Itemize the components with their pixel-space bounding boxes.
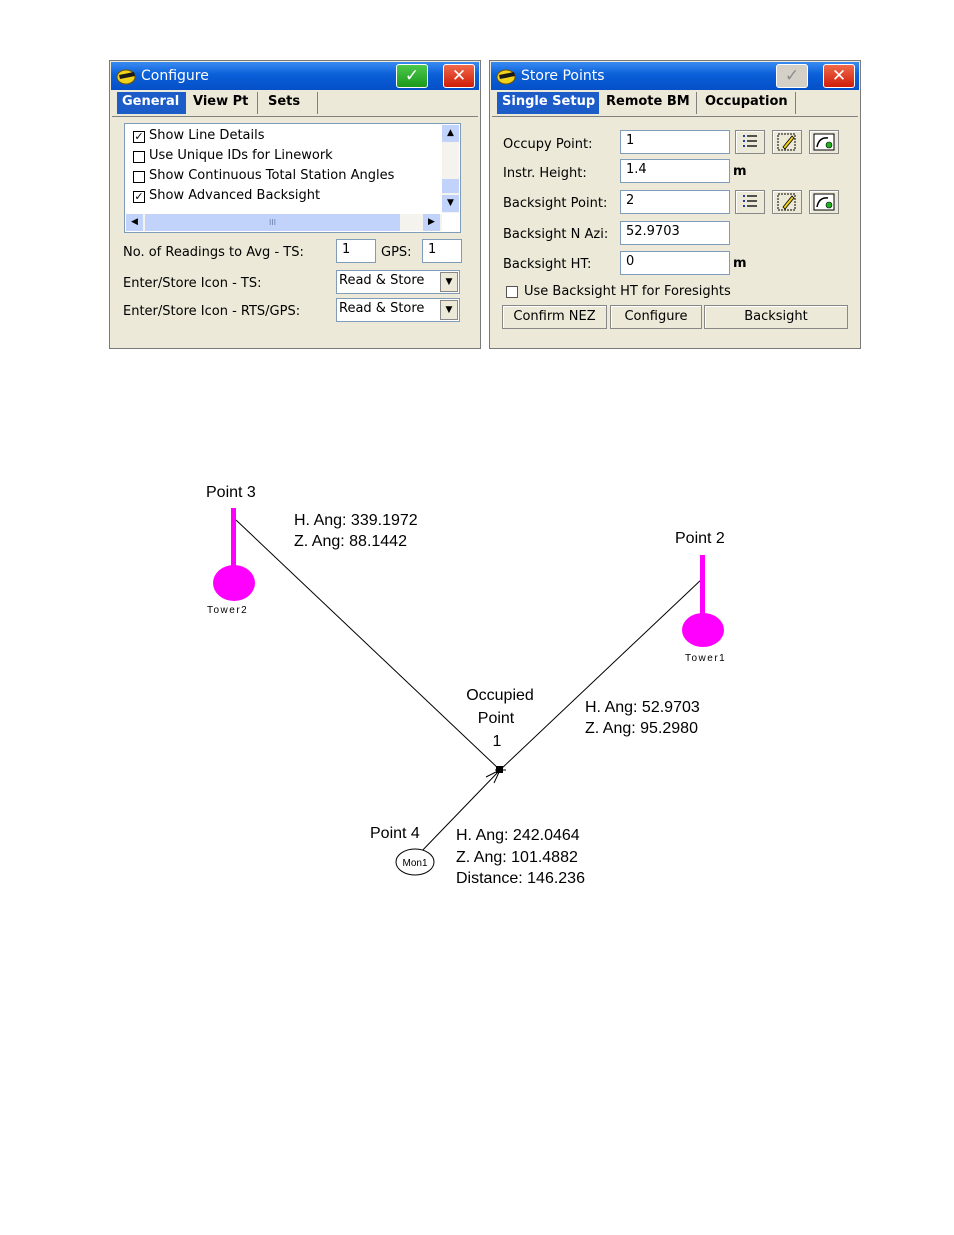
point3-label: Point 3	[206, 484, 256, 501]
readings-ts-input[interactable]: 1	[336, 239, 376, 263]
scroll-down-icon[interactable]: ▼	[442, 195, 459, 212]
configure-titlebar	[111, 62, 479, 90]
backsight-point-label: Backsight Point:	[503, 196, 608, 211]
tab-general[interactable]: General	[117, 92, 186, 114]
window-title: Configure	[141, 68, 209, 84]
occupied-label-3: 1	[492, 733, 502, 750]
icon-rts-value: Read & Store	[339, 301, 425, 316]
advanced-backsight-checkbox[interactable]: ✓	[134, 190, 144, 203]
option-label: Use Unique IDs for Linework	[149, 148, 333, 163]
tab-remote-bm[interactable]: Remote BM	[601, 92, 697, 114]
point4-zang: Z. Ang: 101.4882	[456, 849, 578, 866]
icon-ts-value: Read & Store	[339, 273, 425, 288]
tower2-icon	[213, 508, 255, 601]
map-select-icon[interactable]	[809, 130, 839, 154]
option-label: Show Line Details	[149, 128, 265, 143]
point4-hang: H. Ang: 242.0464	[456, 827, 580, 844]
configure-window	[109, 60, 481, 349]
h-scroll-thumb[interactable]: III	[145, 214, 400, 231]
map-select-icon[interactable]	[809, 190, 839, 214]
vertical-scrollbar[interactable]	[442, 125, 459, 213]
app-logo-icon	[496, 66, 518, 86]
backsight-azi-label: Backsight N Azi:	[503, 227, 609, 242]
chevron-down-icon[interactable]: ▼	[440, 300, 458, 320]
point3-hang: H. Ang: 339.1972	[294, 512, 418, 529]
occupy-label: Occupy Point:	[503, 137, 593, 152]
tower2-label: Tower2	[207, 605, 249, 616]
tower1-label: Tower1	[685, 653, 727, 664]
ok-button[interactable]: ✓	[396, 64, 428, 88]
use-backsight-ht-checkbox[interactable]	[506, 286, 518, 298]
unit-label: m	[733, 256, 747, 271]
readings-label: No. of Readings to Avg - TS:	[123, 245, 304, 260]
backsight-button[interactable]: Backsight	[704, 305, 848, 329]
line-to-point3	[236, 520, 500, 770]
tab-divider	[492, 116, 858, 117]
close-button[interactable]: ✕	[823, 64, 855, 88]
ok-button[interactable]: ✓	[776, 64, 808, 88]
gps-label: GPS:	[381, 245, 412, 260]
tab-divider	[112, 116, 478, 117]
scroll-left-icon[interactable]: ◀	[126, 214, 143, 231]
scroll-up-icon[interactable]: ▲	[442, 125, 459, 142]
scroll-thumb[interactable]	[442, 179, 459, 193]
icon-rts-select[interactable]	[336, 298, 460, 322]
instr-height-label: Instr. Height:	[503, 166, 587, 181]
mon1-label: Mon1	[402, 858, 428, 869]
unique-ids-checkbox[interactable]	[133, 151, 145, 163]
list-icon[interactable]	[735, 130, 765, 154]
scroll-right-icon[interactable]: ▶	[423, 214, 440, 231]
tab-sets[interactable]: Sets	[263, 92, 318, 114]
point4-label: Point 4	[370, 825, 420, 842]
occupied-point-marker	[496, 766, 503, 773]
line-to-point2	[500, 578, 703, 770]
tower1-icon	[682, 555, 724, 647]
icon-ts-select[interactable]	[336, 270, 460, 294]
occupied-label-2: Point	[477, 710, 515, 727]
point2-label: Point 2	[675, 530, 725, 547]
readings-gps-input[interactable]: 1	[422, 239, 462, 263]
occupy-point-input[interactable]: 1	[620, 130, 730, 154]
tab-single-setup[interactable]: Single Setup	[497, 92, 599, 114]
tab-view-pt[interactable]: View Pt	[188, 92, 258, 114]
confirm-nez-button[interactable]: Confirm NEZ	[502, 305, 607, 329]
icon-ts-label: Enter/Store Icon - TS:	[123, 276, 262, 291]
store-points-window	[489, 60, 861, 349]
horizontal-scrollbar[interactable]	[126, 214, 442, 231]
app-logo-icon	[116, 66, 138, 86]
show-line-details-checkbox[interactable]: ✓	[134, 130, 144, 143]
chevron-down-icon[interactable]: ▼	[440, 272, 458, 292]
continuous-angles-checkbox[interactable]	[133, 171, 145, 183]
backsight-diagram	[0, 460, 954, 900]
configure-button[interactable]: Configure	[610, 305, 702, 329]
unit-label: m	[733, 164, 747, 179]
option-label: Show Advanced Backsight	[149, 188, 321, 203]
backsight-ht-label: Backsight HT:	[503, 257, 592, 272]
point2-hang: H. Ang: 52.9703	[585, 699, 700, 716]
edit-point-icon[interactable]	[772, 130, 802, 154]
instr-height-input[interactable]: 1.4	[620, 159, 730, 183]
backsight-azi-input[interactable]: 52.9703	[620, 221, 730, 245]
backsight-point-input[interactable]: 2	[620, 190, 730, 214]
store-points-titlebar	[491, 62, 859, 90]
occupied-label-1: Occupied	[466, 687, 534, 704]
edit-point-icon[interactable]	[772, 190, 802, 214]
window-title: Store Points	[521, 68, 605, 84]
point3-zang: Z. Ang: 88.1442	[294, 533, 407, 550]
list-icon[interactable]	[735, 190, 765, 214]
point2-zang: Z. Ang: 95.2980	[585, 720, 698, 737]
options-list[interactable]	[124, 123, 461, 233]
backsight-ht-input[interactable]: 0	[620, 251, 730, 275]
tab-occupation[interactable]: Occupation	[700, 92, 796, 114]
use-backsight-ht-label: Use Backsight HT for Foresights	[524, 284, 731, 299]
option-label: Show Continuous Total Station Angles	[149, 168, 395, 183]
close-button[interactable]: ✕	[443, 64, 475, 88]
icon-rts-label: Enter/Store Icon - RTS/GPS:	[123, 304, 301, 319]
point4-distance: Distance: 146.236	[456, 870, 585, 887]
